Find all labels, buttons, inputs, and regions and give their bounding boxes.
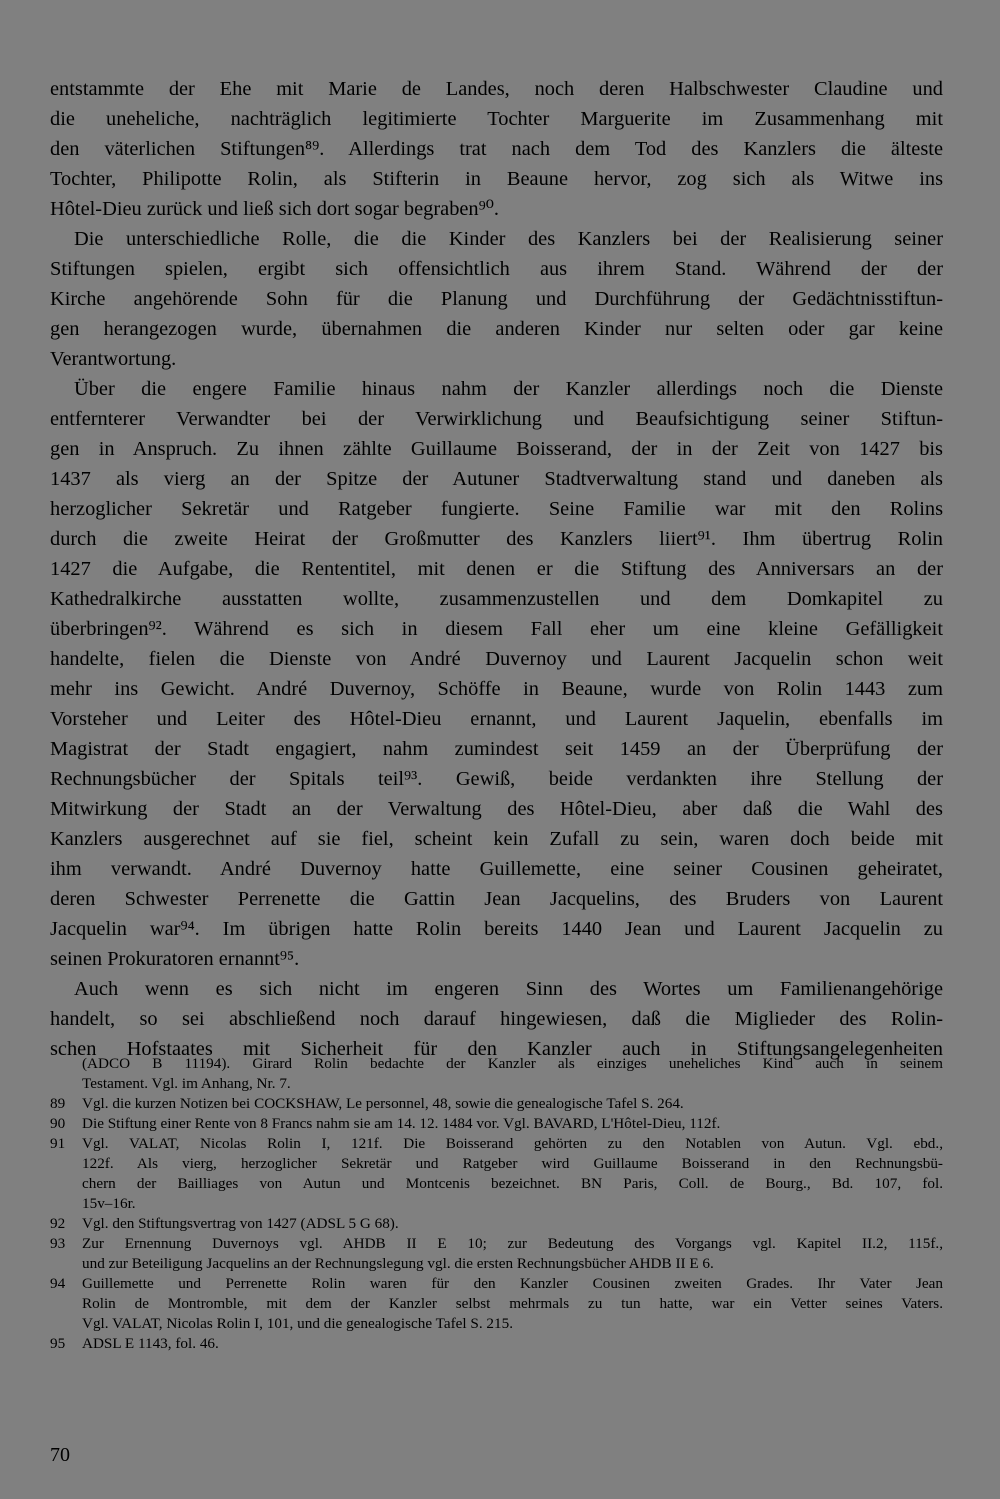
footnote-text: Guillemette und Perrenette Rolin waren für den Kanzler Cousinen zweiten Grades. Ihr Vater Jean [82, 1275, 943, 1292]
footnote [50, 1274, 943, 1334]
footnote-line [50, 1334, 943, 1354]
footnote-line [50, 1094, 943, 1114]
text-line: Magistrat der Stadt engagiert, nahm zumindest seit 1459 an der Überprüfung der [50, 738, 943, 760]
text-line: Tochter, Philipotte Rolin, als Stifterin in Beaune hervor, zog sich als Witwe ins [50, 168, 943, 190]
footnote-text: und zur Beteiligung Jacquelins an der Rechnungslegung vgl. die ersten Rechnungsbücher AHDB II E 6. [82, 1255, 714, 1272]
text-line: entfernterer Verwandter bei der Verwirklichung und Beaufsichtigung seiner Stiftun- [50, 408, 943, 430]
text-line: Vorsteher und Leiter des Hôtel-Dieu ernannt, und Laurent Jaquelin, ebenfalls im [50, 708, 943, 730]
text-line: mehr ins Gewicht. André Duvernoy, Schöffe in Beaune, wurde von Rolin 1443 zum [50, 678, 943, 700]
text-line: Jacquelin war⁹⁴. Im übrigen hatte Rolin bereits 1440 Jean und Laurent Jacquelin zu [50, 918, 943, 940]
footnote-text: Vgl. VALAT, Nicolas Rolin I, 101, und die genealogische Tafel S. 215. [82, 1315, 514, 1332]
footnote-line [50, 1194, 943, 1214]
footnote-line [50, 1054, 943, 1074]
footnote-line [50, 1114, 943, 1134]
footnote-line [50, 1214, 943, 1234]
footnote-number: 94 [50, 1275, 66, 1292]
footnote-text: (ADCO B 11194). Girard Rolin bedachte der Kanzler als einziges uneheliches Kind auch in seinem [82, 1055, 943, 1072]
page-number: 70 [50, 1444, 70, 1466]
text-line: 1427 die Aufgabe, die Rententitel, mit denen er die Stiftung des Anniversars an der [50, 558, 943, 580]
text-line: handelte, fielen die Dienste von André Duvernoy und Laurent Jacquelin schon weit [50, 648, 943, 670]
text-line: Verantwortung. [50, 348, 177, 370]
text-line: gen in Anspruch. Zu ihnen zählte Guillaume Boisserand, der in der Zeit von 1427 bis [50, 438, 943, 460]
footnote [50, 1234, 943, 1274]
footnote-text: chern der Bailliages von Autun und Montcenis bezeichnet. BN Paris, Coll. de Bourg., Bd. 107, fol. [82, 1175, 943, 1192]
footnote [50, 1094, 943, 1114]
text-line: Hôtel-Dieu zurück und ließ sich dort sogar begraben⁹⁰. [50, 198, 500, 220]
text-line: gen herangezogen wurde, übernahmen die anderen Kinder nur selten oder gar keine [50, 318, 943, 340]
footnote-text: Testament. Vgl. im Anhang, Nr. 7. [82, 1075, 291, 1092]
footnote-text: Zur Ernennung Duvernoys vgl. AHDB II E 10; zur Bedeutung des Vorgangs vgl. Kapitel II.2, 115f., [82, 1235, 943, 1252]
footnote [50, 1114, 943, 1134]
footnote-text: Rolin de Montromble, mit dem der Kanzler selbst mehrmals zu tun hatte, war ein Vetter seines Vaters. [82, 1295, 943, 1312]
text-line: handelt, so sei abschließend noch darauf hingewiesen, daß die Miglieder des Rolin- [50, 1008, 943, 1030]
footnote-line [50, 1174, 943, 1194]
text-line: Kirche angehörende Sohn für die Planung und Durchführung der Gedächtnisstiftun- [50, 288, 943, 310]
text-line: ihm verwandt. André Duvernoy hatte Guillemette, eine seiner Cousinen geheiratet, [50, 858, 943, 880]
footnote-text: ADSL E 1143, fol. 46. [82, 1335, 219, 1352]
footnote-line [50, 1234, 943, 1254]
footnote [50, 1054, 943, 1094]
text-line: die uneheliche, nachträglich legitimierte Tochter Marguerite im Zusammenhang mit [50, 108, 943, 130]
footnote [50, 1214, 943, 1234]
footnote-text: Die Stiftung einer Rente von 8 Francs nahm sie am 14. 12. 1484 vor. Vgl. BAVARD, L'Hôtel-Dieu, 112f. [82, 1115, 721, 1132]
footnotes [50, 1054, 943, 1354]
text-line: deren Schwester Perrenette die Gattin Jean Jacquelins, des Bruders von Laurent [50, 888, 943, 910]
footnote [50, 1334, 943, 1354]
footnote-number: 91 [50, 1135, 66, 1152]
footnote-text: 15v–16r. [82, 1195, 136, 1212]
footnote-line [50, 1134, 943, 1154]
text-line: Über die engere Familie hinaus nahm der Kanzler allerdings noch die Dienste [74, 378, 943, 400]
text-line: herzoglicher Sekretär und Ratgeber fungierte. Seine Familie war mit den Rolins [50, 498, 943, 520]
footnote-line [50, 1154, 943, 1174]
footnote-text: Vgl. die kurzen Notizen bei COCKSHAW, Le personnel, 48, sowie die genealogische Tafel S. 264. [82, 1095, 684, 1112]
main-text [50, 74, 943, 1064]
text-line: durch die zweite Heirat der Großmutter des Kanzlers liiert⁹¹. Ihm übertrug Rolin [50, 528, 943, 550]
footnote-number: 93 [50, 1235, 66, 1252]
text-line: schen Hofstaates mit Sicherheit für den Kanzler auch in Stiftungsangelegenheiten [50, 1038, 943, 1060]
footnote-number: 92 [50, 1215, 66, 1232]
text-line: überbringen⁹². Während es sich in diesem Fall eher um eine kleine Gefälligkeit [50, 618, 943, 640]
footnote-line [50, 1294, 943, 1314]
text-line: Rechnungsbücher der Spitals teil⁹³. Gewiß, beide verdankten ihre Stellung der [50, 768, 943, 790]
footnote-text: Vgl. den Stiftungsvertrag von 1427 (ADSL 5 G 68). [82, 1215, 399, 1232]
footnote-number: 90 [50, 1115, 66, 1132]
footnote-line [50, 1254, 943, 1274]
text-line: Stiftungen spielen, ergibt sich offensichtlich aus ihrem Stand. Während der der [50, 258, 943, 280]
footnote-number: 89 [50, 1095, 66, 1112]
text-line: Kathedralkirche ausstatten wollte, zusammenzustellen und dem Domkapitel zu [50, 588, 943, 610]
text-line: Auch wenn es sich nicht im engeren Sinn des Wortes um Familienangehörige [74, 978, 943, 1000]
text-line: den väterlichen Stiftungen⁸⁹. Allerdings trat nach dem Tod des Kanzlers die älteste [50, 138, 943, 160]
footnote-text: 122f. Als vierg, herzoglicher Sekretär und Ratgeber wird Guillaume Boisserand in den Rechnungsbü- [82, 1155, 943, 1172]
footnote-line [50, 1074, 943, 1094]
text-line: seinen Prokuratoren ernannt⁹⁵. [50, 948, 300, 970]
text-line: Die unterschiedliche Rolle, die die Kinder des Kanzlers bei der Realisierung seiner [74, 228, 943, 250]
footnote-line [50, 1314, 943, 1334]
text-line: 1437 als vierg an der Spitze der Autuner Stadtverwaltung stand und daneben als [50, 468, 943, 490]
footnote-line [50, 1274, 943, 1294]
footnote-text: Vgl. VALAT, Nicolas Rolin I, 121f. Die Boisserand gehörten zu den Notablen von Autun. Vgl. ebd., [82, 1135, 943, 1152]
footnote-number: 95 [50, 1335, 66, 1352]
footnote [50, 1134, 943, 1214]
text-line: Kanzlers ausgerechnet auf sie fiel, scheint kein Zufall zu sein, waren doch beide mit [50, 828, 943, 850]
text-line: Mitwirkung der Stadt an der Verwaltung des Hôtel-Dieu, aber daß die Wahl des [50, 798, 943, 820]
text-line: entstammte der Ehe mit Marie de Landes, noch deren Halbschwester Claudine und [50, 78, 943, 100]
